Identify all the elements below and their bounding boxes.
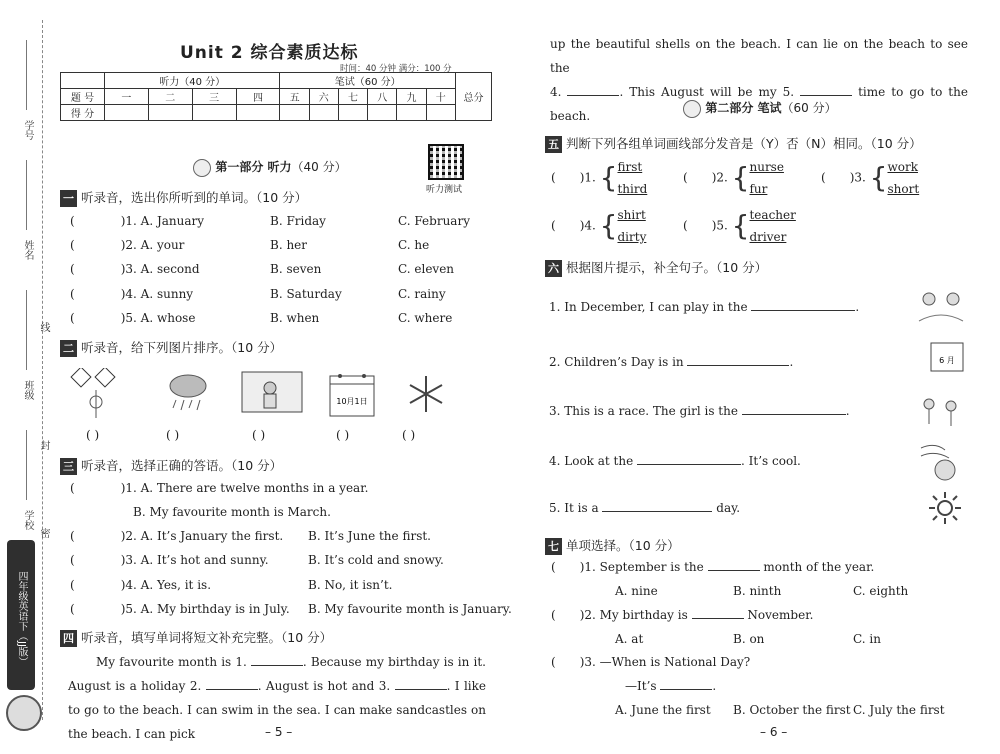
calendar-icon [326,368,378,420]
list-item: ( )2. My birthday is November. [551,608,814,622]
score-cell[interactable] [397,105,426,121]
list-item: ( )4. {shirt dirty [551,208,647,244]
picture-row [60,368,492,448]
page-number-left: – 5 – [265,725,293,739]
list-item: ( )2. A. It’s January the first. B. It’s June the first. [70,529,431,543]
cut-line [42,20,43,720]
blank-1[interactable] [251,665,303,666]
score-cell[interactable] [236,105,280,121]
score-table: 听力（40 分） 笔试（60 分） 总分 题 号 一 二 三 四 五 六 七 八 九 十 得 分 [60,72,492,121]
list-item: ( )3. A. It’s hot and sunny. B. It’s cold and snowy. [70,553,444,567]
svg-text:10月1日: 10月1日 [336,397,368,406]
list-item: 1. In December, I can play in the . [549,300,860,314]
page-title: Unit 2 综合素质达标 [180,43,359,63]
answer-blank[interactable] [602,511,712,512]
blank-4[interactable] [567,95,619,96]
passage: My favourite month is 1. . Because my birthday is in it. August is a holiday 2. . August is hot and 3. . I like to go to the beach. I can swim in the sea. I can make sandcastles on the beach. I can pick [68,655,487,741]
svg-text:6 月: 6 月 [939,356,955,365]
list-item: ( )5. {teacher driver [683,208,796,244]
answer-blank[interactable] [692,618,744,619]
section-7-title: 七 单项选择。（10 分） [545,536,680,555]
list-item: ( )1. {first third [551,160,648,196]
answer-blank[interactable] [687,365,789,366]
sun-icon [927,490,963,526]
section-2-title: 二 听录音，给下列图片排序。（10 分） [60,338,282,357]
list-item: ( )4. A. Yes, it is. B. No, it isn’t. [70,578,393,592]
total-header: 总分 [456,73,492,121]
answer-blank[interactable] [660,689,712,690]
rain-cloud-icon [162,368,214,420]
score-cell[interactable] [280,105,309,121]
scroll-icon [683,100,701,118]
page-number-right: – 6 – [760,725,788,739]
answer-blank[interactable] [637,464,741,465]
list-item: B. My favourite month is March. [133,505,331,519]
answer-blank[interactable] [742,414,846,415]
list-item: ( )5. A. whose B. when C. where [70,311,453,325]
answer-blank[interactable] [751,310,855,311]
qr-label: 听力测试 [426,185,463,195]
score-cell[interactable] [309,105,338,121]
listening-header: 听力（40 分） [105,73,280,89]
list-item: 4. Look at the . It’s cool. [549,454,801,468]
part2-heading: 第二部分 笔试（60 分） [645,99,875,119]
qr-code-icon[interactable] [428,144,464,180]
list-item: ( )5. A. My birthday is in July. B. My favourite month is January. [70,602,512,616]
headphones-icon [193,159,211,177]
list-item: —It’s . [625,679,717,693]
blank-3[interactable] [395,689,447,690]
cut-mark: 封 [38,440,49,450]
list-item: ( )1. A. January B. Friday C. February [70,214,470,228]
section-4-title: 四 听录音，填写单词将短文补充完整。（10 分） [60,628,332,647]
options: A. at B. on C. in [615,632,881,646]
options: A. June the first B. October the first C. July the first [615,703,945,717]
time-info: 时间：40 分钟 满分：100 分 [340,64,452,74]
score-cell[interactable] [368,105,397,121]
margin-label-name: 姓名 [22,240,33,260]
margin-label-class: 班级 [22,380,33,400]
section-6-title: 六 根据图片提示，补全句子。（10 分） [545,258,767,277]
score-cell[interactable] [338,105,367,121]
list-item: ( )1. September is the month of the year. [551,560,875,574]
section-5-title: 五 判断下列各组单词画线部分发音是（Y）否（N）相同。（10 分） [545,134,922,153]
june-calendar-icon [929,337,965,373]
list-item: ( )3. —When is National Day? [551,655,751,669]
book-label: 四年级英语下（JJ版） [7,540,35,690]
blank-5[interactable] [800,95,852,96]
section-3-title: 三 听录音，选择正确的答语。（10 分） [60,456,282,475]
written-header: 笔试（60 分） [280,73,456,89]
list-item: 2. Children’s Day is in . [549,355,794,369]
list-item: ( )3. {work short [821,160,920,196]
classroom-board-icon [240,368,304,420]
list-item: 5. It is a day. [549,501,741,515]
cut-mark: 密 [38,528,49,538]
answer-blank[interactable] [708,570,760,571]
spring-festival-icon [70,368,122,420]
list-item: ( )2. {nurse fur [683,160,784,196]
part1-heading: 第一部分 听力（40 分） [140,158,400,178]
list-item: ( )1. A. There are twelve months in a year. [70,481,369,495]
snowball-fight-icon [915,285,967,325]
score-cell[interactable] [105,105,149,121]
windy-tree-icon [915,438,967,486]
section-1-title: 一 听录音，选出你所听到的单词。（10 分） [60,188,307,207]
list-item: ( )4. A. sunny B. Saturday C. rainy [70,287,446,301]
blank-2[interactable] [206,689,258,690]
binding-margin [0,0,60,754]
list-item: ( )3. A. second B. seven C. eleven [70,262,455,276]
margin-label-student-id: 学号 [22,120,33,140]
cut-mark: 线 [38,322,49,332]
score-cell[interactable] [426,105,455,121]
passage-continued: up the beautiful shells on the beach. I can lie on the beach to see the 4. . This August will be my 5. time to go to the beach. [550,37,968,123]
list-item: ( )2. A. your B. her C. he [70,238,430,252]
race-runners-icon [915,392,967,432]
margin-label-school: 学校 [22,510,33,530]
options: A. nine B. ninth C. eighth [615,584,909,598]
score-cell[interactable] [192,105,236,121]
mascot-icon [6,695,42,731]
snowflake-icon [400,368,452,420]
score-cell[interactable] [148,105,192,121]
list-item: 3. This is a race. The girl is the . [549,404,850,418]
